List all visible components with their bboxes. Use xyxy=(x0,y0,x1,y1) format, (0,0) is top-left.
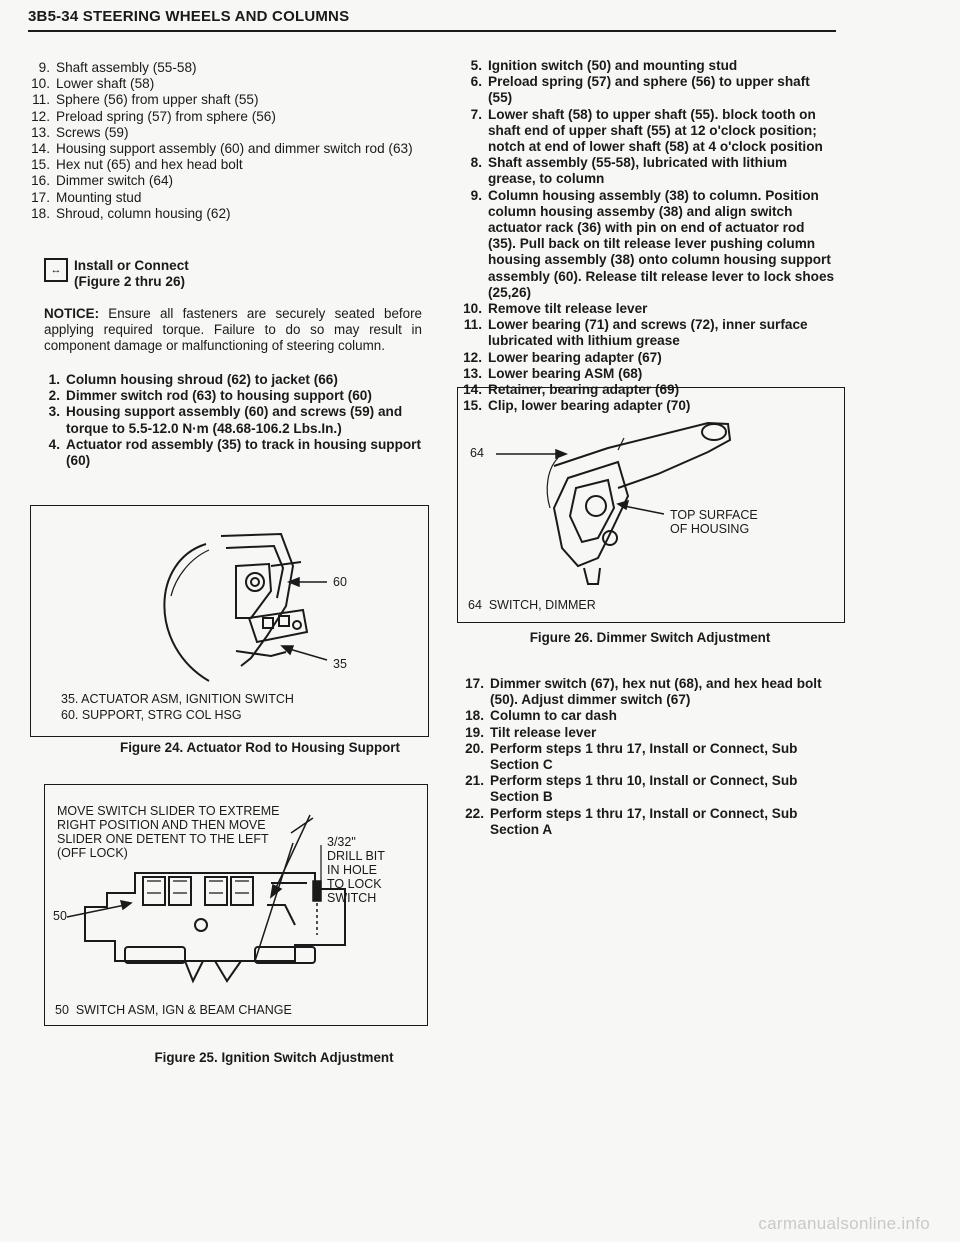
figure-25-label-50: 50 xyxy=(53,909,67,923)
removal-step xyxy=(28,76,420,92)
removal-step xyxy=(28,92,420,108)
final-step xyxy=(462,676,838,708)
step-number: 11. xyxy=(463,317,482,333)
step-number: 1. xyxy=(48,372,60,387)
install-step xyxy=(38,388,422,404)
figure-25-drill-3: IN HOLE xyxy=(327,863,378,877)
watermark-text: carmanualsonline.info xyxy=(758,1214,930,1233)
figure-25-note-1: MOVE SWITCH SLIDER TO EXTREME xyxy=(57,804,280,818)
removal-step xyxy=(28,109,420,125)
step-number: 20. xyxy=(465,740,484,756)
step-text: Lower bearing adapter (67) xyxy=(488,349,662,365)
step-number: 21. xyxy=(465,773,484,789)
removal-steps-list xyxy=(28,60,420,222)
step-number: 17. xyxy=(31,189,50,205)
step-number: 13. xyxy=(31,124,50,140)
figure-25-note-2: RIGHT POSITION AND THEN MOVE xyxy=(57,818,266,832)
figure-24-legend-1: 35. ACTUATOR ASM, IGNITION SWITCH xyxy=(61,692,294,706)
step-text: Housing support assembly (60) and screws (59) and torque to 5.5-12.0 N·m (48.68-106.2 Lbs.In.) xyxy=(66,404,403,436)
step-text: Dimmer switch (67), hex nut (68), and hex head bolt (50). Adjust dimmer switch (67) xyxy=(490,676,822,708)
figure-25-drill-2: DRILL BIT xyxy=(327,849,385,863)
step-number: 7. xyxy=(470,106,482,122)
connect-step xyxy=(460,301,836,317)
step-text: Column to car dash xyxy=(490,708,617,724)
step-number: 13. xyxy=(463,365,482,381)
step-number: 9. xyxy=(38,60,50,75)
step-text: Dimmer switch (64) xyxy=(56,173,174,189)
step-number: 12. xyxy=(463,349,482,365)
connect-step xyxy=(460,107,836,156)
removal-step xyxy=(28,60,420,76)
connect-step xyxy=(460,366,836,382)
figure-26-top-1: TOP SURFACE xyxy=(670,508,758,522)
step-number: 15. xyxy=(31,157,50,173)
install-heading xyxy=(74,258,189,290)
step-number: 12. xyxy=(31,108,50,124)
step-number: 9. xyxy=(470,187,482,203)
figure-25-drill-5: SWITCH xyxy=(327,891,377,905)
step-number: 2. xyxy=(48,388,60,404)
step-text: Shaft assembly (55-58) xyxy=(56,60,197,75)
connect-step xyxy=(460,350,836,366)
step-number: 18. xyxy=(465,708,484,724)
step-number: 10. xyxy=(463,301,482,317)
step-text: Mounting stud xyxy=(56,189,142,205)
step-number: 19. xyxy=(465,724,484,740)
step-number: 5. xyxy=(470,58,482,73)
page-header: 3B5-34 STEERING WHEELS AND COLUMNS xyxy=(28,8,350,25)
final-steps-list xyxy=(462,676,838,838)
step-text: Sphere (56) from upper shaft (55) xyxy=(56,92,259,108)
figure-24-frame xyxy=(30,505,429,737)
removal-step xyxy=(28,206,420,222)
final-step xyxy=(462,806,838,838)
figure-25-note-3: SLIDER ONE DETENT TO THE LEFT xyxy=(57,832,269,846)
step-text: Shaft assembly (55-58), lubricated with lithium grease, to column xyxy=(488,155,788,187)
install-step xyxy=(38,437,422,469)
step-number: 17. xyxy=(465,676,484,691)
install-step xyxy=(38,404,422,436)
figure-26-label-64: 64 xyxy=(470,446,484,460)
removal-step xyxy=(28,141,420,157)
removal-step xyxy=(28,157,420,173)
figure-26-legend: 64 SWITCH, DIMMER xyxy=(468,598,596,612)
step-text: Remove tilt release lever xyxy=(488,301,648,317)
step-text: Actuator rod assembly (35) to track in housing support (60) xyxy=(66,436,421,469)
step-number: 16. xyxy=(31,173,50,189)
step-text: Perform steps 1 thru 17, Install or Connect, Sub Section C xyxy=(490,740,798,773)
step-text: Column housing shroud (62) to jacket (66) xyxy=(66,372,338,387)
step-text: Housing support assembly (60) and dimmer switch rod (63) xyxy=(56,141,413,157)
step-number: 8. xyxy=(470,155,482,171)
step-text: Lower shaft (58) xyxy=(56,76,155,92)
step-text: Clip, lower bearing adapter (70) xyxy=(488,398,691,414)
arrows-icon: ↔ xyxy=(44,258,68,282)
figure-25-drill-4: TO LOCK xyxy=(327,877,382,891)
connect-step xyxy=(460,317,836,349)
removal-step xyxy=(28,173,420,189)
install-subtitle: (Figure 2 thru 26) xyxy=(74,274,186,289)
step-number: 6. xyxy=(470,74,482,90)
figure-25-drill-1: 3/32" xyxy=(327,835,356,849)
step-text: Hex nut (65) and hex head bolt xyxy=(56,157,243,173)
connect-step xyxy=(460,188,836,301)
notice-paragraph xyxy=(44,306,422,353)
figure-25-legend: 50 SWITCH ASM, IGN & BEAM CHANGE xyxy=(55,1003,292,1017)
install-steps-list xyxy=(38,372,422,469)
connect-step xyxy=(460,74,836,106)
figure-24-label-35: 35 xyxy=(333,657,347,671)
connect-step xyxy=(460,155,836,187)
figure-24-legend-2: 60. SUPPORT, STRG COL HSG xyxy=(61,708,242,722)
final-step xyxy=(462,725,838,741)
figure-25-frame xyxy=(44,784,428,1026)
final-step xyxy=(462,708,838,724)
figure-26-top-2: OF HOUSING xyxy=(670,522,750,536)
step-text: Ignition switch (50) and mounting stud xyxy=(488,58,738,73)
step-text: Lower bearing ASM (68) xyxy=(488,365,643,381)
step-text: Dimmer switch rod (63) to housing support (60) xyxy=(66,388,372,404)
step-text: Lower shaft (58) to upper shaft (55). block tooth on shaft end of upper shaft (55) at 12 o'clock position; notch at end of lower shaft (58) at 4 o'clock position xyxy=(488,106,823,155)
step-number: 4. xyxy=(48,436,60,452)
step-text: Preload spring (57) and sphere (56) to upper shaft (55) xyxy=(488,74,810,106)
step-text: Shroud, column housing (62) xyxy=(56,205,231,221)
install-title: Install or Connect xyxy=(74,258,189,273)
figure-25-caption: Figure 25. Ignition Switch Adjustment xyxy=(154,1050,394,1065)
connect-step xyxy=(460,58,836,74)
install-step xyxy=(38,372,422,388)
step-number: 14. xyxy=(463,382,482,398)
figure-25-note-4: (OFF LOCK) xyxy=(57,846,128,860)
figure-26-drawing xyxy=(458,388,844,622)
removal-step xyxy=(28,125,420,141)
step-text: Perform steps 1 thru 10, Install or Connect, Sub Section B xyxy=(490,773,798,805)
step-text: Column housing assembly (38) to column. Position column housing assemby (38) and align switch actuator rack (36) with pin on end of actuator rod (35). Pull back on tilt release lever pushing column housing assembly (38) onto column housing support assembly (60). Release tilt release lever to lock shoes (25,26) xyxy=(488,187,835,300)
step-number: 10. xyxy=(31,76,50,92)
step-text: Preload spring (57) from sphere (56) xyxy=(56,108,276,124)
header-rule xyxy=(28,30,836,32)
final-step xyxy=(462,773,838,805)
step-text: Retainer, bearing adapter (69) xyxy=(488,382,680,398)
step-number: 14. xyxy=(31,141,50,157)
figure-24-caption: Figure 24. Actuator Rod to Housing Support xyxy=(120,740,400,755)
notice-text: Ensure all fasteners are securely seated before applying required torque. Failure to do so may result in component damage or malfunctioning of steering column. xyxy=(44,306,422,353)
step-text: Tilt release lever xyxy=(490,724,597,740)
final-step xyxy=(462,741,838,773)
step-text: Perform steps 1 thru 17, Install or Connect, Sub Section A xyxy=(490,805,798,837)
step-text: Screws (59) xyxy=(56,124,129,140)
step-number: 22. xyxy=(465,805,484,821)
figure-24-label-60: 60 xyxy=(333,575,347,589)
figure-26-frame xyxy=(457,387,845,623)
connect-steps-list xyxy=(460,58,836,414)
step-number: 15. xyxy=(463,398,482,414)
removal-step xyxy=(28,190,420,206)
step-number: 11. xyxy=(32,92,50,108)
step-number: 18. xyxy=(31,205,50,221)
notice-label: NOTICE: xyxy=(44,306,100,321)
step-number: 3. xyxy=(48,404,60,420)
figure-26-caption: Figure 26. Dimmer Switch Adjustment xyxy=(529,630,771,645)
step-text: Lower bearing (71) and screws (72), inner surface lubricated with lithium grease xyxy=(488,317,808,349)
